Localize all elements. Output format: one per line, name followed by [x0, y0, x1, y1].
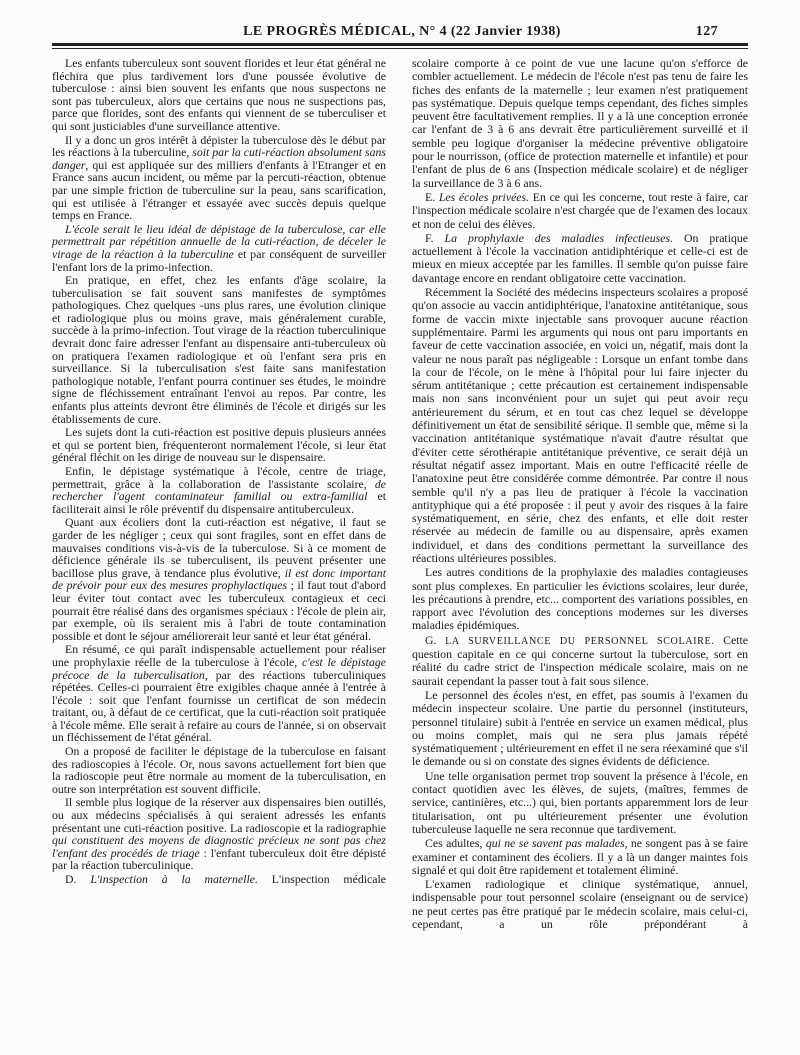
paragraph-text: ; il faut tout d'abord leur éviter tout contact avec les tuberculeux contagieux et ceci pourrait être réalisé dans des organismes spéciaux : l'école de plein air, par exemple, où ils seraient mis à l'abri de toute contamination possible et dont le séjour améliorerait leur santé et leur état général. — [52, 578, 386, 643]
paragraph-text: , ne songent pas à se faire examiner et contaminent des écoliers. Il y a là un danger maintes fois signalé et qui doit être rapidement et totalement éliminé. — [412, 836, 748, 877]
header-rule-thick — [52, 43, 748, 46]
paragraph-continuation: scolaire comporte à ce point de vue une lacune qu'on s'efforce de combler actuellement. Le médecin de l'école n'est pas tenu de faire les fiches des enfants de la maternelle ; leur examen n'est pratiquement pas systématique. Depuis quelque temps cependant, des fiches simples peuvent être facultativement remplies. Il y a là une conception erronée car l'enfant de 3 à 6 ans devrait être particulièrement surveillé et il semble peu logique d'organiser la médecine préventive obligatoire pour le nourrisson, (office de protection maternelle et infantile) et pour l'enfant de plus de 6 ans (Inspection médicale scolaire) et de négliger la surveillance de 3 à 6 ans. — [412, 56, 748, 190]
paragraph-text: et faciliterait ainsi le rôle préventif du dispensaire antituberculeux. — [52, 489, 386, 516]
left-column — [52, 57, 386, 887]
paragraph — [52, 223, 386, 273]
paragraph-text: et par conséquent de surveiller l'enfant lors de la primo-infection. — [52, 246, 386, 274]
paragraph — [52, 134, 386, 222]
paragraph: On a proposé de faciliter le dépistage de la tuberculose en faisant des radioscopies à l'école. Or, nous savons actuellement fort bien que la radioscopie peut être normale au moment de la tuberculisation, en outre son interprétation est souvent difficile. — [52, 744, 386, 796]
running-header — [52, 24, 748, 42]
section-paragraph — [412, 232, 748, 285]
section-heading: Les écoles privées. — [438, 189, 530, 204]
paragraph — [412, 837, 748, 877]
italic-phrase: soit par la cuti-réaction absolument sans danger — [52, 145, 386, 172]
section-heading: La prophylaxie des maladies infectieuses. — [444, 230, 674, 245]
section-letter: E. — [425, 189, 439, 204]
paragraph-text: , qui est appliquée sur des milliers d'enfants à l'Etranger et en France sans aucun incident, ou même par la percuti-réaction, obtenue par une simple friction de tuberculine sur la peau, sans scarification, qui est utilisée à l'étranger et essayée avec succès depuis quelque temps en France. — [52, 157, 386, 223]
section-heading: L'inspection à la maternelle. — [90, 872, 258, 886]
paragraph: Une telle organisation permet trop souvent la présence à l'école, en contact quotidien avec les élèves, de sujets, (maîtres, femmes de service, cantinières, etc...) qui, bien portants apparemment lors de leur titularisation, ont pu ultérieurement présenter une évolution tuberculeuse laquelle ne sera reconnue que tardivement. — [412, 768, 748, 836]
paragraph: Le personnel des écoles n'est, en effet, pas soumis à l'examen du médecin inspecteur scolaire. Une partie du personnel (instituteurs, personnel titulaire) subit à l'entrée en service un examen médical, plus ou moins complet, mais qui ne sera plus jamais répété systématiquement ; ultérieurement en effet il ne sera réexaminé que s'il le demande ou si on constate des signes évidents de déficience. — [412, 687, 748, 769]
header-rule-thin — [52, 48, 748, 49]
italic-phrase: qui constituent des moyens de diagnostic précieux ne sont pas chez l'enfant des procédés de triage — [52, 833, 386, 860]
paragraph: Les autres conditions de la prophylaxie des maladies contagieuses sont plus complexes. En particulier les évictions scolaires, leur durée, les précautions à prendre, etc... comportent des variations possibles, en rapport avec l'évolution des conceptions modernes sur les diverses maladies épidémiques. — [412, 565, 748, 633]
section-paragraph — [412, 191, 748, 231]
paragraph-text: Cette question capitale en ce qui concerne surtout la tuberculose, sort en réalité du cadre strict de l'inspection médicale scolaire, mais on ne saurait cependant la passer tout à fait sous silence. — [412, 632, 748, 688]
italic-phrase: qui ne se savent pas malades — [485, 836, 625, 851]
paragraph-text: , par des réactions tuberculiniques répétées. Celles-ci pourraient être exigibles chaque année à l'entrée à l'école : soit que l'enfant fournisse un certificat de son médecin traitant, ou, à défaut de ce certificat, que la cuti-réaction soit pratiquée à l'école même. Elle serait à refaire au cours de l'année, si on observait un fléchissement de l'état général. — [52, 667, 387, 745]
paragraph-text: : l'enfant tuberculeux doit être dépisté par la réaction tuberculinique. — [52, 845, 386, 873]
paragraph-text: L'inspection médicale — [257, 872, 387, 886]
paragraph-text: En ce qui les concerne, tout reste à faire, car l'inspection médicale scolaire n'est chargée que de l'examen des locaux et non de celui des élèves. — [412, 189, 749, 231]
section-letter: F. — [425, 230, 445, 245]
paragraph — [52, 643, 386, 744]
paragraph-text: Il semble plus logique de la réserver aux dispensaires bien outillés, ou aux médecins spécialisés à qui seraient adressés les enfants présentant une cuti-réaction positive. La radioscopie et la radiographie — [52, 795, 386, 835]
section-letter: D. — [65, 872, 91, 886]
italic-phrase: L'école serait le lieu idéal de dépistage de la tuberculose, car elle permettrait par répétition annuelle de la cuti-réaction, de déceler le virage de la réaction à la tuberculine — [52, 221, 386, 261]
paragraph-text: Ces adultes, — [425, 836, 486, 851]
paragraph-text: On pratique actuellement à l'école la vaccination antidiphtérique et celle-ci est de mieux en mieux acceptée par les familles. Il semble qu'on puisse faire davantage encore en rendant obligatoire cette vaccination. — [412, 230, 749, 285]
paragraph — [52, 465, 386, 515]
right-column — [412, 57, 748, 932]
page-number: 127 — [695, 24, 718, 39]
paragraph — [52, 516, 386, 642]
journal-title: LE PROGRÈS MÉDICAL, N° 4 (22 Janvier 1938) — [243, 24, 561, 39]
paragraph: Les enfants tuberculeux sont souvent florides et leur état général ne fléchira que plus tardivement lors d'une poussée évolutive de tuberculose : ainsi bien souvent les enfants que nous suspectons ne sont pas tuberculeux, alors que certains que nous ne suspections pas, parce que florides, sont des enfants qui viennent de se tuberculiser et qui sont justiciables d'une surveillance attentive. — [52, 56, 386, 133]
section-letter: G. — [425, 632, 446, 647]
paragraph: En pratique, en effet, chez les enfants d'âge scolaire, la tuberculisation se fait souvent sans manifestes de symptômes pathologiques. Chez quelques -uns plus rares, une évolution clinique et radiologique plus ou moins grave, mais généralement curable, succède à la primo-infection. Tout virage de la réaction tuberculinique devrait donc faire adresser l'enfant au dispensaire anti-tuberculeux où on pratiquera l'examen radiologique et où l'enfant sera pris en surveillance. Si la tuberculisation s'est faite sans manifestation pathologique notable, l'enfant pourra continuer ses études, le moindre signe de fléchissement entraînant l'envoi au repos. Par contre, les enfants plus atteints devront être éliminés de l'école et dirigés sur les établissements de cure. — [52, 273, 386, 426]
paragraph — [52, 796, 386, 872]
paragraph-text: En résumé, ce qui paraît indispensable actuellement pour réaliser une prophylaxie réelle de la tuberculose à l'école, — [52, 642, 386, 669]
section-heading: LA SURVEILLANCE DU PERSONNEL SCOLAIRE. — [445, 635, 715, 647]
paragraph: L'examen radiologique et clinique systématique, annuel, indispensable pour tout personnel scolaire (enseignant ou de service) ne peut certes pas être pratiqué par le médecin scolaire, mais celui-ci, cependant, a un rôle prépondérant à — [412, 877, 748, 931]
paragraph-text: Enfin, le dépistage systématique à l'école, centre de triage, permettrait, grâce à la collaboration de l'assistante scolaire, — [52, 464, 386, 491]
paragraph: Les sujets dont la cuti-réaction est positive depuis plusieurs années et qui se portent bien, fréquenteront normalement l'école, si leur état général fléchit on les dirige de nouveau sur le dispensaire. — [52, 425, 386, 465]
italic-phrase: c'est le dépistage précoce de la tuberculisation — [52, 654, 386, 682]
section-paragraph — [412, 634, 748, 688]
section-paragraph — [52, 873, 386, 886]
paragraph-text: Il y a donc un gros intérêt à dépister la tuberculose dès le début par les réactions à la tuberculine, — [52, 132, 386, 160]
paragraph: Récemment la Société des médecins inspecteurs scolaires a proposé qu'on associe au vaccin antidiphtérique, l'anatoxine antitétanique, sous forme de vaccin mixte injectable sans provoquer aucune réaction supplémentaire. Parmi les arguments qui nous ont paru importants en faveur de cette vaccination associée, en voici un, négatif, mais dont la valeur ne nous paraît pas négligeable : Lorsque un enfant tombe dans la cour de l'école, on le mène à l'hôpital pour lui faire injecter du sérum antitétanique ; cette précaution est certainement indispensable mais non sans inconvénient pour un sujet qui peut avoir reçu antérieurement du sérum, et en tout cas chez lequel se développe définitivement un état de sensibilité sérique. Il semble que, même si la vaccination antitétanique systématique n'avait d'autre résultat que d'éviter cette sérothérapie antitétanique préventive, ce serait déjà un résultat négatif assez important. Mais en outre l'efficacité réelle de l'anatoxine peut être considérée comme démontrée. Par contre il nous semble qu'il n'y a pas lieu de pratiquer à l'école la vaccination antityphique qui a été proposée : il peut y avoir des risques à la faire systématiquement, en série, chez des enfants, et elle doit rester réservée au médecin de famille ou au dispensaire, après examen individuel, et dans des conditions permettant la surveillance des réactions ultérieures possibles. — [412, 285, 748, 565]
italic-phrase: de rechercher l'agent contaminateur familial ou extra-familial — [52, 476, 386, 504]
paragraph-text: Quant aux écoliers dont la cuti-réaction est négative, il faut se garder de les négliger ; ceux qui sont fragiles, sont en effet dans de mauvaises conditions vis-à-vis de la tuberculose. Si à ce moment de déficience générale ils se tuberculisent, ils peuvent présenter une bacillose plus grave, à tendance plus évolutive, — [52, 515, 386, 580]
italic-phrase: il est donc important de prévoir pour eux des mesures prophylactiques — [52, 565, 386, 593]
